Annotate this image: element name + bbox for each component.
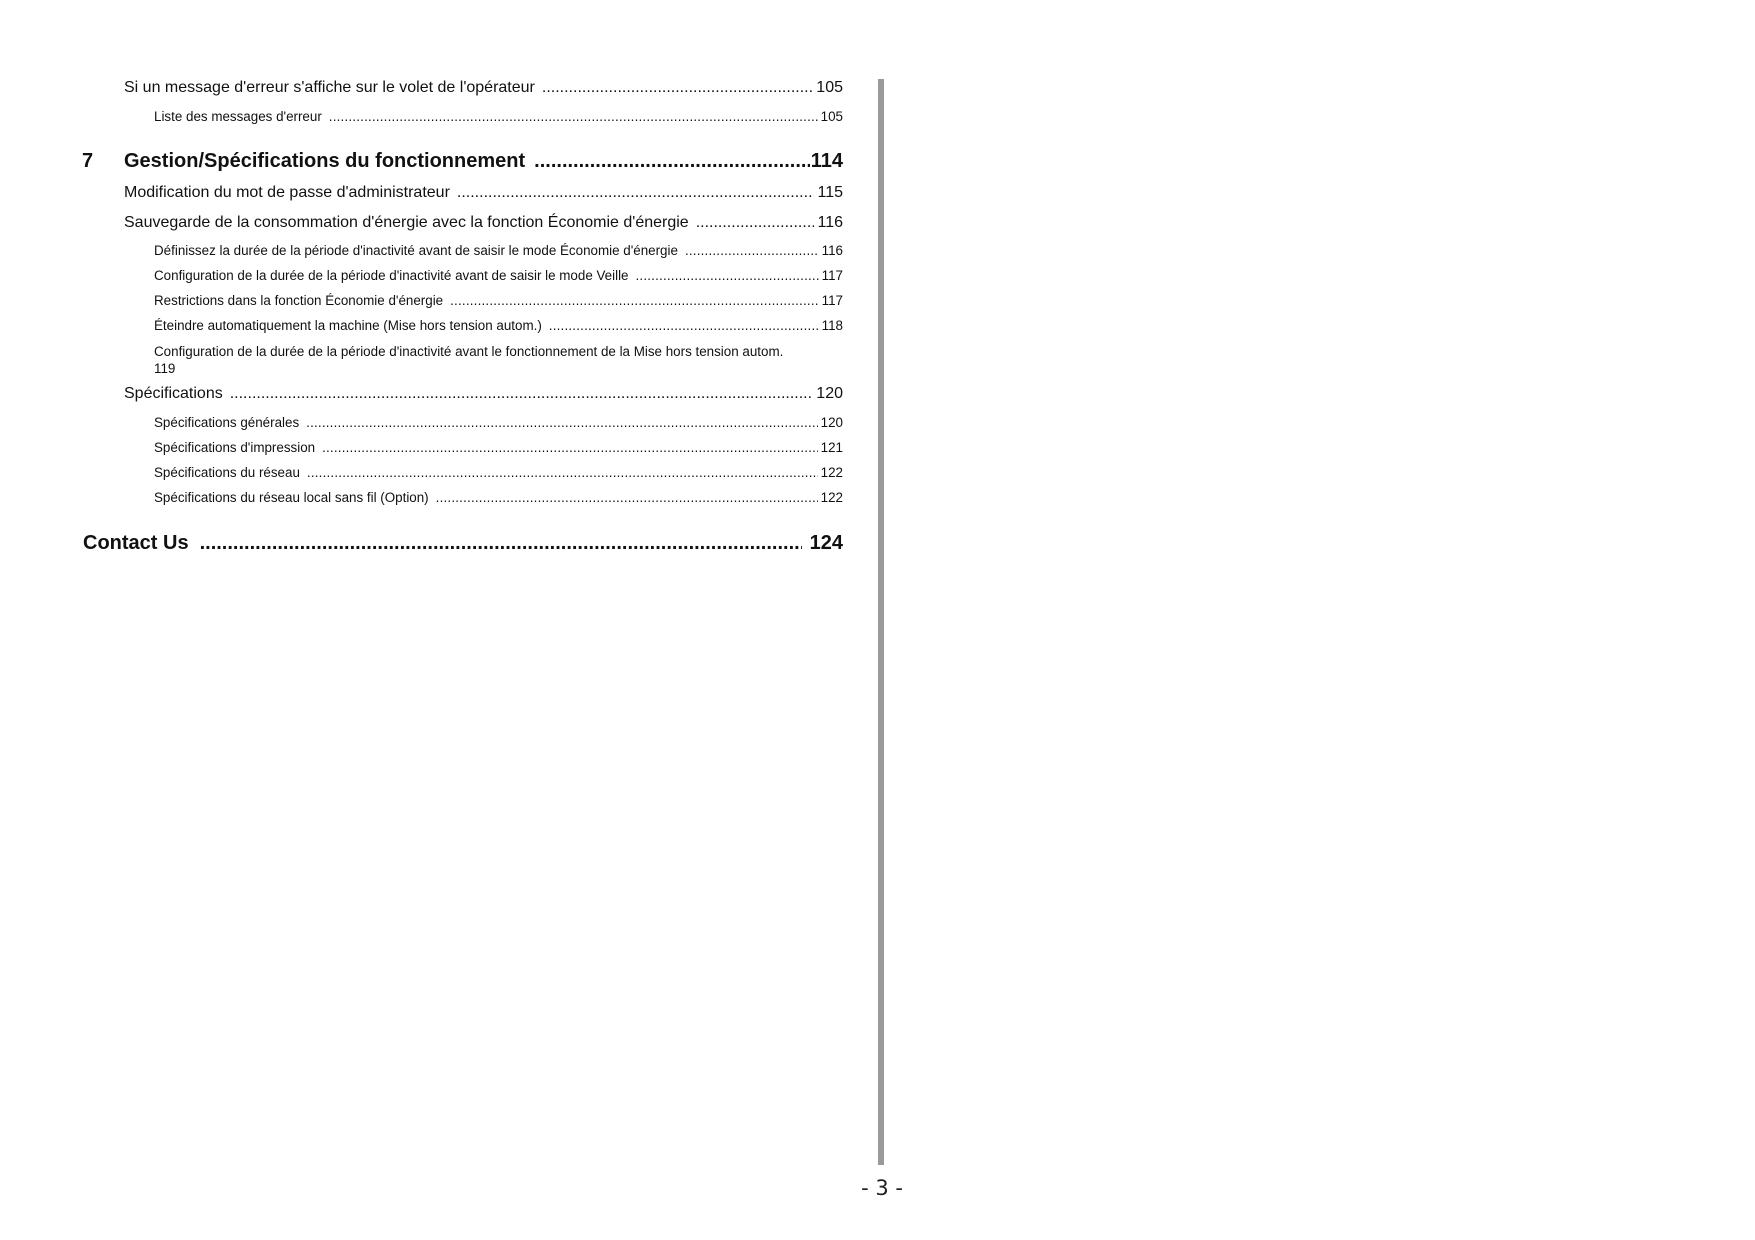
toc-entry[interactable] — [154, 489, 843, 507]
dot-leader — [200, 529, 802, 557]
dot-leader — [534, 147, 810, 175]
toc-entry[interactable] — [124, 77, 843, 99]
toc-entry[interactable] — [154, 242, 843, 260]
dot-leader — [549, 317, 819, 335]
toc-entry[interactable] — [124, 182, 843, 204]
page-number: - 3 - — [861, 1176, 903, 1200]
toc-entry-title: Éteindre automatiquement la machine (Mise hors tension autom.) — [154, 318, 542, 333]
dot-leader — [230, 383, 814, 405]
toc-contact-entry[interactable] — [83, 529, 843, 557]
dot-leader — [436, 489, 818, 507]
toc-entry[interactable] — [154, 464, 843, 482]
toc-entry[interactable] — [124, 212, 843, 234]
chapter-number: 7 — [82, 150, 94, 172]
toc-entry-title: Modification du mot de passe d'administrateur — [124, 184, 450, 201]
toc-entry-page: 105 — [816, 79, 843, 96]
toc-entry-title: Si un message d'erreur s'affiche sur le volet de l'opérateur — [124, 79, 535, 96]
toc-entry[interactable] — [154, 343, 843, 377]
toc-entry-page: 122 — [820, 490, 843, 505]
toc-entry-page: 119 — [154, 361, 176, 376]
toc-contact-title: Contact Us — [83, 532, 189, 554]
toc-entry-page: 105 — [820, 109, 843, 124]
toc-entry[interactable] — [124, 383, 843, 405]
toc-entry-title: Spécifications générales — [154, 415, 300, 430]
dot-leader — [696, 212, 815, 234]
toc-entry-page: 117 — [821, 293, 843, 308]
toc-chapter-page: 114 — [810, 150, 843, 172]
toc-entry[interactable] — [154, 267, 843, 285]
toc-entry[interactable] — [154, 439, 843, 457]
toc-entry[interactable] — [154, 292, 843, 310]
toc-entry-title: Configuration de la durée de la période d'inactivité avant le fonctionnement de la Mise hors tension autom. — [154, 344, 784, 359]
toc-contact-page: 124 — [809, 532, 843, 554]
dot-leader — [457, 182, 815, 204]
dot-leader — [322, 439, 818, 457]
toc-entry-title: Spécifications du réseau — [154, 465, 300, 480]
toc-entry-title: Liste des messages d'erreur — [154, 109, 322, 124]
dot-leader — [306, 414, 818, 432]
dot-leader — [685, 242, 819, 260]
toc-entry-title: Spécifications du réseau local sans fil (Option) — [154, 490, 429, 505]
toc-entry-page: 116 — [821, 243, 843, 258]
dot-leader — [329, 108, 818, 126]
toc-entry[interactable] — [154, 414, 843, 432]
toc-entry-title: Définissez la durée de la période d'inactivité avant de saisir le mode Économie d'énergie — [154, 243, 678, 258]
dot-leader — [542, 77, 813, 99]
toc-entry-page: 118 — [821, 318, 843, 333]
toc-chapter-title: Gestion/Spécifications du fonctionnement — [124, 150, 526, 172]
toc-entry-page: 117 — [821, 268, 843, 283]
toc-chapter-entry[interactable] — [124, 147, 843, 175]
dot-leader — [450, 292, 819, 310]
toc-entry-title: Configuration de la durée de la période d'inactivité avant de saisir le mode Veille — [154, 268, 629, 283]
toc-entry-page: 122 — [820, 465, 843, 480]
toc-entry-page: 120 — [816, 385, 843, 402]
page-divider — [878, 79, 884, 1165]
toc-entry-title: Spécifications — [124, 385, 223, 402]
dot-leader — [636, 267, 819, 285]
toc-entry-page: 121 — [820, 440, 843, 455]
toc-entry-page: 116 — [817, 214, 843, 231]
toc-entry-title: Sauvegarde de la consommation d'énergie avec la fonction Économie d'énergie — [124, 214, 689, 231]
toc-entry-page: 120 — [820, 415, 843, 430]
toc-entry[interactable] — [154, 317, 843, 335]
dot-leader — [307, 464, 818, 482]
toc-entry-title: Restrictions dans la fonction Économie d'énergie — [154, 293, 444, 308]
toc-entry-title: Spécifications d'impression — [154, 440, 316, 455]
toc-entry-page: 115 — [817, 184, 843, 201]
toc-entry[interactable] — [154, 108, 843, 126]
